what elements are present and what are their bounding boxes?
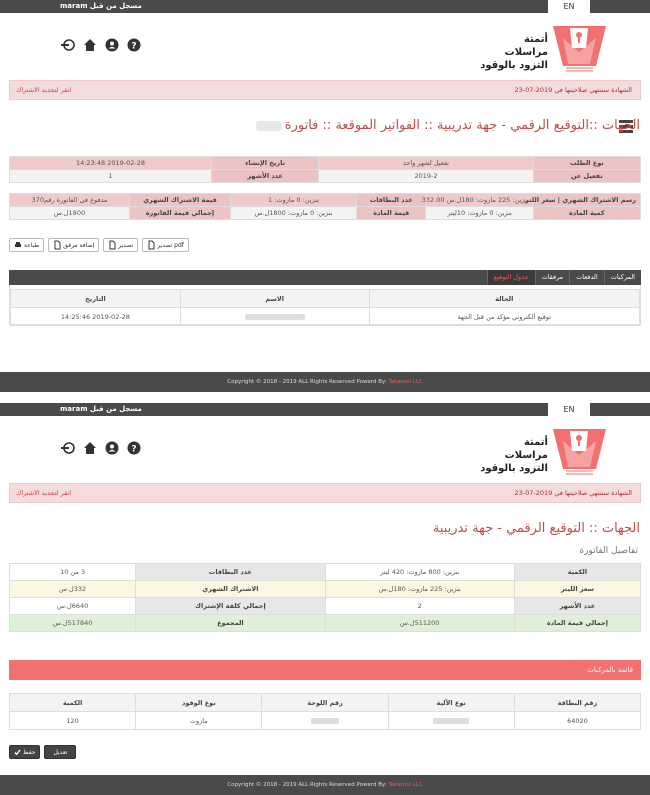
edit-button[interactable]: تعديل	[44, 745, 76, 759]
footer: Copyright © 2018 - 2019 ALL Rights Reserved Powerd By: Takamol LLC	[0, 372, 650, 392]
logout-icon[interactable]	[60, 440, 76, 456]
invoice-details-table: نوع الطلب تفعيل لشهر واحد تاريخ الإنشاء 2019-02-28 14:23:48 تفعيل عن 2019-2 عدد الأشهر 1	[9, 156, 641, 183]
blurred-invoice-number	[256, 121, 282, 131]
table-row: توقيع ألكتروني مؤكد من قبل الجهة 2019-02-28 14:25:46	[11, 308, 640, 326]
home-icon[interactable]	[82, 440, 98, 456]
page-title: الجهات ::التوقيع الرقمي - جهة تدريبية :: الفواتير الموقعة :: فاتورة	[253, 118, 640, 133]
home-icon[interactable]	[82, 37, 98, 53]
printer-icon	[14, 241, 22, 249]
language-switch[interactable]: EN	[548, 0, 590, 13]
svg-text:?: ?	[131, 444, 137, 455]
blurred-name	[245, 314, 305, 320]
invoice-details-subtitle: تفاصيل الفاتورة	[579, 546, 638, 556]
logged-user: مسجل من قبل maram	[60, 405, 142, 413]
action-buttons	[9, 238, 189, 252]
signature-tab-body	[9, 285, 641, 325]
blurred-plate-number	[311, 718, 339, 724]
print-button[interactable]: طباعة	[9, 238, 44, 252]
subscription-notice: الشهادة ستنتهي صلاحيتها في 2019-07-23 انقر لتجديد الاشتراك	[9, 483, 641, 503]
header	[0, 416, 650, 478]
table-row: 64020 مازوت 120	[10, 712, 641, 730]
blurred-vehicle-type	[433, 718, 469, 724]
tab-attachments[interactable]: مرفقات	[535, 270, 570, 285]
export-button[interactable]: تصدير	[103, 238, 138, 252]
invoice-summary-table: الكمية بنزين: 800 مازوت: 420 ليتر عدد البطاقات 3 من 10 سعر الليتر بنزين: 225 مازوت: 180ل.س الاشتراك الشهري 332ل.س عدد الأشهر 2 إجمالي كلفة الإشتراك 6640ل.س إجمالي قيمة المادة 511200ل.س المجموع 517840ل.س	[9, 563, 641, 632]
file-icon	[53, 241, 61, 249]
logo-text: أتمتة مراسلات التزود بالوقود	[480, 437, 548, 474]
renew-link[interactable]: انقر لتجديد الاشتراك	[16, 489, 72, 497]
footer: Copyright © 2018 - 2019 ALL Rights Reserved Powerd By: Takamol LLC	[0, 775, 650, 795]
vehicles-table: رقم البطاقة نوع الآلية رقم اللوحة نوع الوقود الكمية 64020 مازوت 120	[9, 693, 641, 730]
help-icon[interactable]	[126, 440, 142, 456]
check-icon	[14, 749, 21, 756]
invoice-tabs	[9, 270, 641, 285]
tab-signature-table[interactable]: جدول التوقيع	[487, 270, 535, 285]
add-attachment-button[interactable]: إضافة مرفق	[48, 238, 99, 252]
language-switch[interactable]: EN	[548, 403, 590, 416]
invoice-details-panel	[0, 403, 650, 795]
page-title: الجهات :: التوقيع الرقمي - جهة تدريبية	[432, 521, 640, 536]
export-pdf-button[interactable]: تصدير pdf	[142, 238, 189, 252]
top-bar	[0, 0, 650, 13]
invoice-values-table: رسم الاشتراك الشهري | سعر اللتر بنزين: 225 مازوت: 180ل.س 332.00 عدد البطاقات بنزين: 0 مازوت: 1 قيمة الاشتراك الشهري مدفوع في الفاتورة رقم370 كمية المادة بنزين: 0 مازوت: 10ليتر قيمة المادة بنزين: 0 مازوت: 1800ل.س إجمالي قيمة الفاتورة 1800ل.س	[9, 193, 641, 220]
signature-table: الحالة الاسم التاريخ توقيع ألكتروني مؤكد من قبل الجهة 2019-02-28 14:25:46	[10, 289, 640, 326]
form-buttons	[9, 745, 76, 759]
tab-payments[interactable]: الدفعات	[569, 270, 604, 285]
help-icon[interactable]	[126, 37, 142, 53]
panel-separator	[0, 392, 650, 403]
pdf-icon	[147, 241, 155, 249]
tab-vehicles[interactable]: المركبات	[604, 270, 641, 285]
user-icon[interactable]	[104, 37, 120, 53]
logged-user: مسجل من قبل maram	[60, 2, 142, 10]
top-bar	[0, 403, 650, 416]
subscription-notice: الشهادة ستنتهي صلاحيتها في 2019-07-23 انقر لتجديد الاشتراك	[9, 80, 641, 100]
logout-icon[interactable]	[60, 37, 76, 53]
invoice-view-panel	[0, 0, 650, 392]
save-button[interactable]: حفظ	[9, 745, 40, 759]
vehicles-list-header: قائمة بالمركبات	[9, 660, 641, 680]
header	[0, 13, 650, 75]
file-icon	[108, 241, 116, 249]
logo-text: أتمتة مراسلات التزود بالوقود	[480, 34, 548, 71]
user-icon[interactable]	[104, 440, 120, 456]
renew-link[interactable]: انقر لتجديد الاشتراك	[16, 86, 72, 94]
svg-text:?: ?	[131, 41, 137, 52]
